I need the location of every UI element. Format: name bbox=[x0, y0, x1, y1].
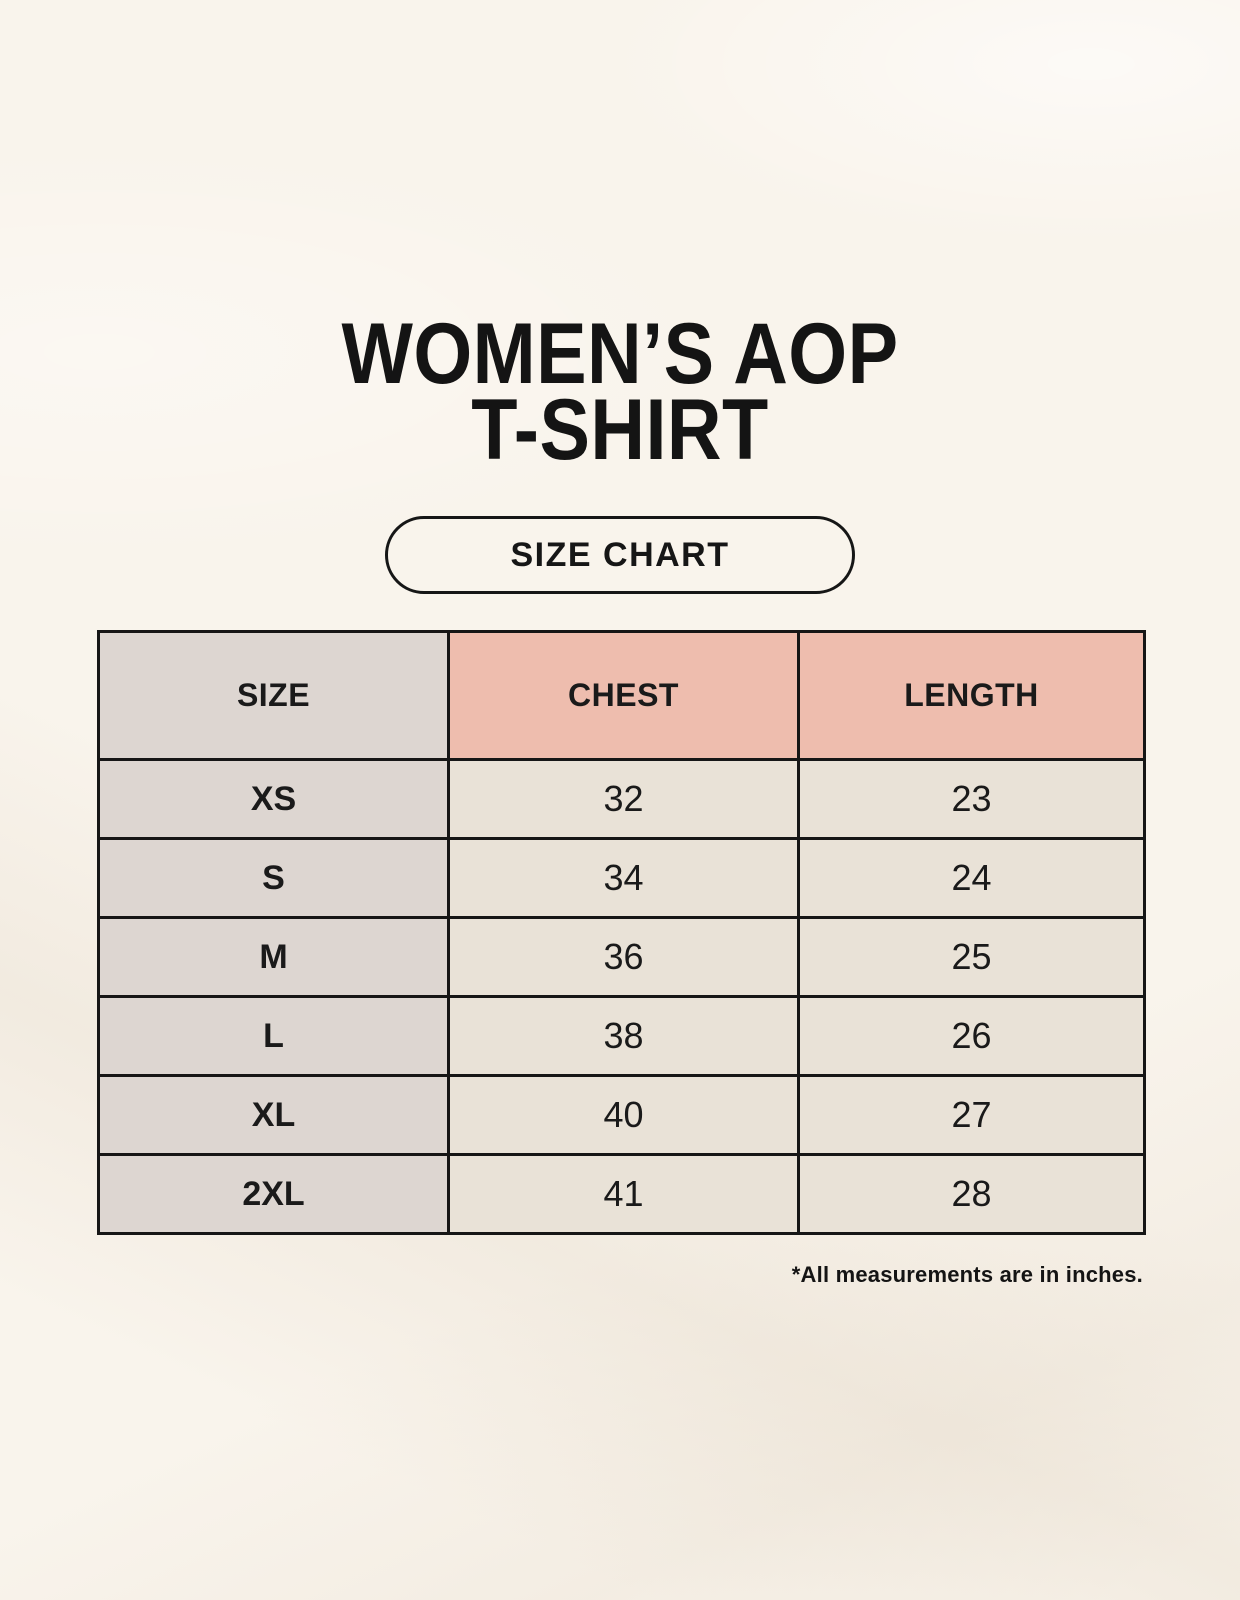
cell-length-value: 23 bbox=[799, 760, 1145, 839]
cell-size-label: S bbox=[99, 839, 449, 918]
page-title bbox=[74, 306, 1165, 478]
header-cell-size: SIZE bbox=[99, 632, 449, 760]
cell-chest-value: 32 bbox=[449, 760, 799, 839]
size-table bbox=[97, 630, 1146, 1235]
cell-length-value: 26 bbox=[799, 997, 1145, 1076]
cell-size-label: XS bbox=[99, 760, 449, 839]
table-row-2xl bbox=[99, 1155, 1145, 1234]
table-row-xs bbox=[99, 760, 1145, 839]
cell-size-label: 2XL bbox=[99, 1155, 449, 1234]
cell-size-label: M bbox=[99, 918, 449, 997]
cell-chest-value: 41 bbox=[449, 1155, 799, 1234]
cell-chest-value: 38 bbox=[449, 997, 799, 1076]
cell-chest-value: 36 bbox=[449, 918, 799, 997]
size-table-header-row bbox=[99, 632, 1145, 760]
cell-length-value: 27 bbox=[799, 1076, 1145, 1155]
table-row-xl bbox=[99, 1076, 1145, 1155]
cell-length-value: 25 bbox=[799, 918, 1145, 997]
size-chart-badge[interactable] bbox=[385, 516, 855, 594]
header-cell-chest: CHEST bbox=[449, 632, 799, 760]
measurements-footnote: *All measurements are in inches. bbox=[791, 1262, 1143, 1287]
cell-length-value: 28 bbox=[799, 1155, 1145, 1234]
cell-size-label: L bbox=[99, 997, 449, 1076]
header-cell-length: LENGTH bbox=[799, 632, 1145, 760]
cell-chest-value: 40 bbox=[449, 1076, 799, 1155]
table-row-m bbox=[99, 918, 1145, 997]
cell-length-value: 24 bbox=[799, 839, 1145, 918]
table-row-s bbox=[99, 839, 1145, 918]
page-title-line-2: T-SHIRT bbox=[471, 382, 769, 478]
size-chart-badge-label: SIZE CHART bbox=[510, 535, 730, 574]
table-row-l bbox=[99, 997, 1145, 1076]
cell-size-label: XL bbox=[99, 1076, 449, 1155]
page-title-line-1: WOMEN’S AOP bbox=[341, 306, 899, 402]
cell-chest-value: 34 bbox=[449, 839, 799, 918]
